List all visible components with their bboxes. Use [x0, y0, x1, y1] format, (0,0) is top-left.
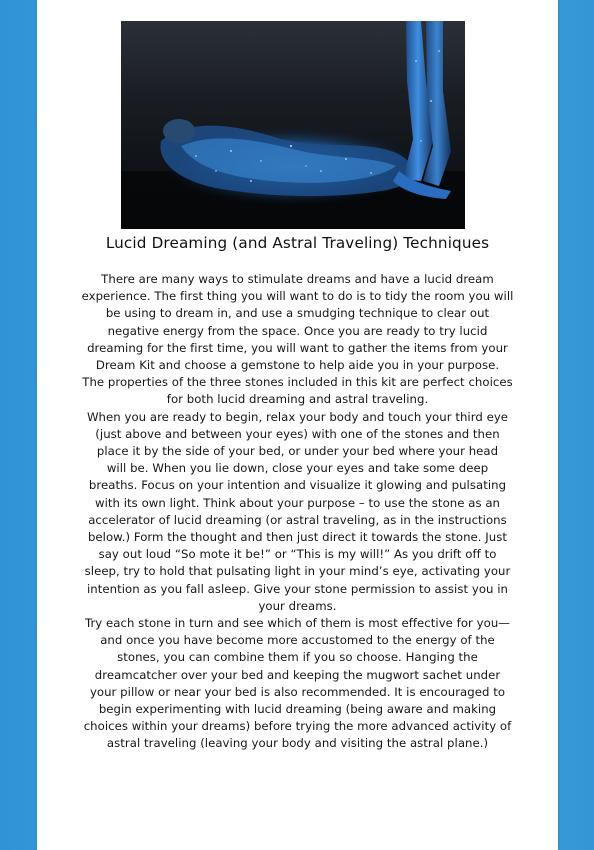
text-line: begin experimenting with lucid dreaming (being aware and making [98, 702, 497, 717]
text-line: place it by the side of your bed, or under your bed where your head [96, 444, 499, 459]
text-line: with its own light. Think about your purpose – to use the stone as an [94, 495, 501, 510]
text-line: There are many ways to stimulate dreams and have a lucid dream [101, 272, 494, 286]
text-line: astral traveling (leaving your body and visiting the astral plane.) [106, 736, 489, 751]
text-line: experience. The first thing you will want to do is to tidy the room you will [81, 289, 514, 304]
text-line: The properties of the three stones included in this kit are perfect choices [82, 375, 513, 390]
text-line: When you are ready to begin, relax your body and touch your third eye [86, 409, 509, 424]
text-line: intention as you fall asleep. Give your stone permission to assist you in [86, 581, 509, 596]
text-line: Try each stone in turn and see which of them is most effective for you— [84, 616, 511, 631]
text-line: accelerator of lucid dreaming (or astral traveling, as in the instructions [88, 512, 507, 527]
text-line: stones, you can combine them if you so choose. Hanging the [117, 650, 478, 665]
text-line: breaths. Focus on your intention and visualize it glowing and pulsating [88, 478, 507, 493]
text-line: your dreams. [258, 598, 337, 613]
instruction-card [37, 0, 558, 850]
text-line: negative energy from the space. Once you are ready to try lucid [107, 323, 488, 338]
text-line: dreaming for the first time, you will want to gather the items from your [87, 340, 508, 355]
dreamer-starry-image [121, 21, 465, 229]
text-line: for both lucid dreaming and astral traveling. [166, 392, 429, 407]
instructions-text [37, 271, 558, 753]
text-line: sleep, try to hold that pulsating light in your mind’s eye, activating your [84, 564, 511, 579]
text-line: and once you have become more accustomed to the energy of the [100, 633, 495, 648]
card-title: Lucid Dreaming (and Astral Traveling) Techniques [105, 234, 490, 252]
text-line: below.) Form the thought and then just direct it towards the stone. Just [87, 530, 508, 545]
text-line: dreamcatcher over your bed and keeping the mugwort sachet under [94, 667, 501, 682]
text-line: choices within your dreams) before trying the more advanced activity of [83, 719, 512, 734]
text-line: will be. When you lie down, close your eyes and take some deep [106, 461, 489, 476]
text-line: your pillow or near your bed is also recommended. It is encouraged to [89, 684, 506, 699]
text-line: be using to dream in, and use a smudging technique to clear out [105, 306, 490, 321]
dream-photo [121, 21, 465, 229]
text-line: Dream Kit and choose a gemstone to help aide you in your purpose. [95, 358, 500, 373]
text-line: (just above and between your eyes) with one of the stones and then [95, 426, 500, 441]
text-line: say out loud “So mote it be!” or “This is my will!” As you drift off to [98, 547, 497, 562]
